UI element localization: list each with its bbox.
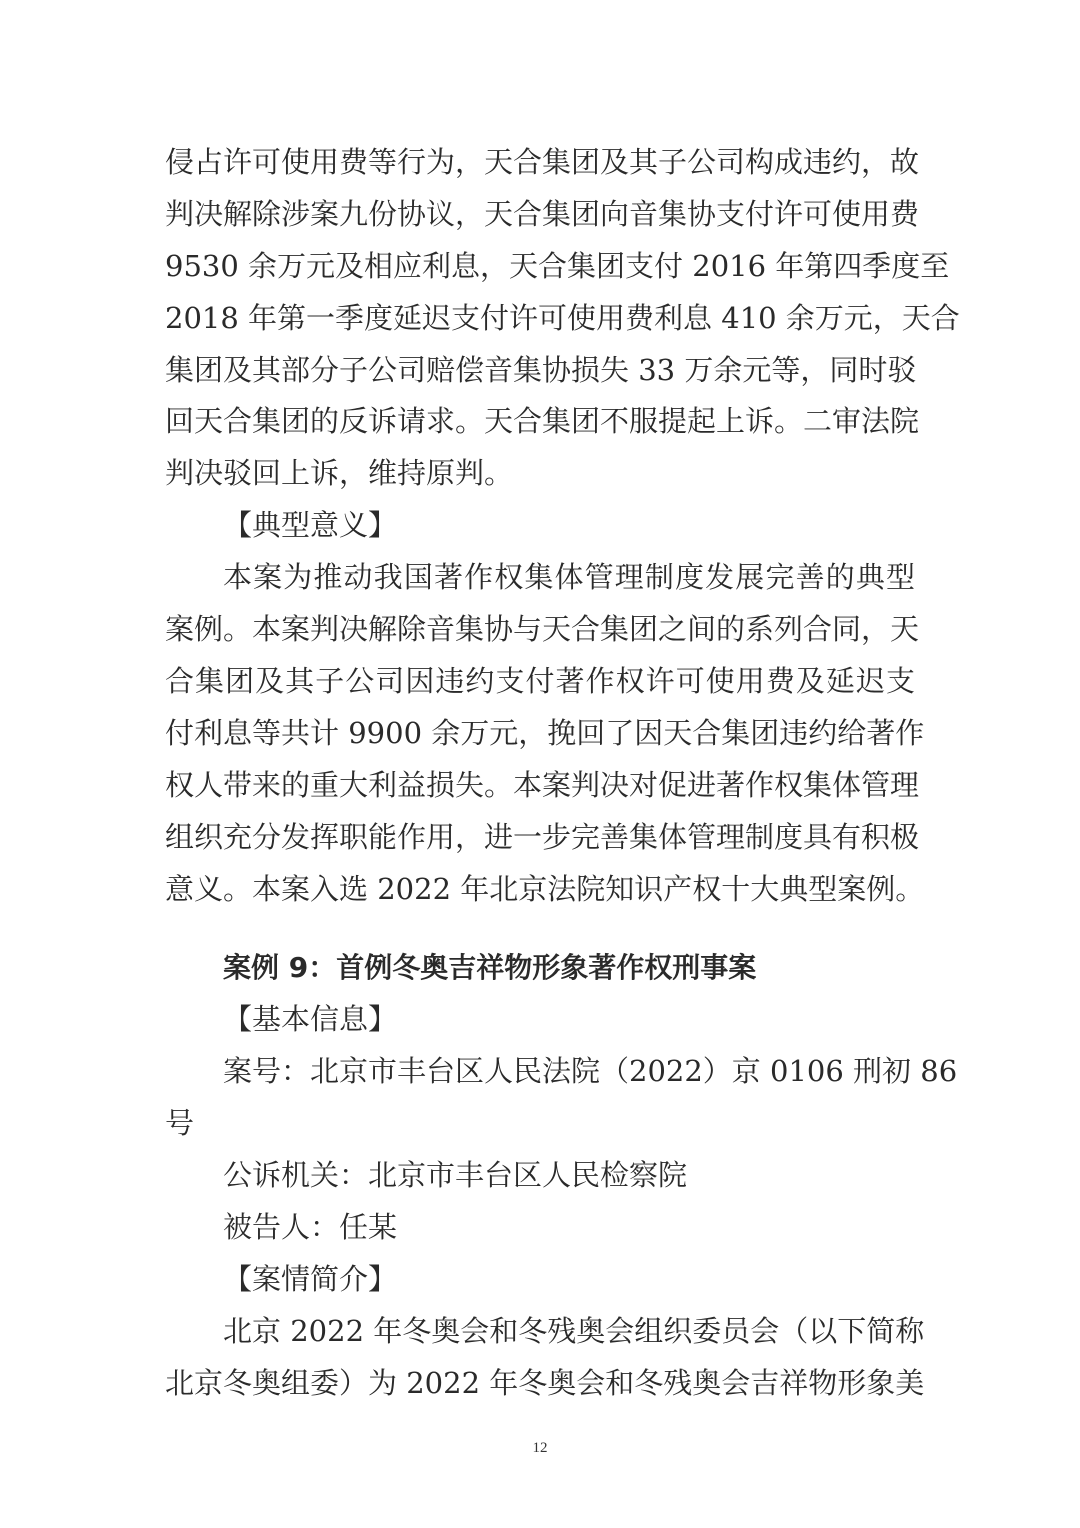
section-label-basic-info: 【基本信息】 bbox=[223, 1002, 398, 1036]
case-heading: 案例 9：首例冬奥吉祥物形象著作权刑事案 bbox=[223, 951, 757, 984]
paragraph-line: 9530 余万元及相应利息，天合集团支付 2016 年第四季度至 bbox=[165, 249, 950, 283]
paragraph-line: 判决驳回上诉，维持原判。 bbox=[165, 456, 514, 490]
section-label-case-summary: 【案情简介】 bbox=[223, 1262, 398, 1296]
paragraph-line: 判决解除涉案九份协议，天合集团向音集协支付许可使用费 bbox=[165, 197, 920, 231]
paragraph-line: 本案为推动我国著作权集体管理制度发展完善的典型 bbox=[223, 560, 915, 594]
defendant-line: 被告人：任某 bbox=[223, 1210, 398, 1244]
paragraph-line: 2018 年第一季度延迟支付许可使用费利息 410 余万元，天合 bbox=[165, 301, 960, 335]
paragraph-line: 组织充分发挥职能作用，进一步完善集体管理制度具有积极 bbox=[165, 820, 920, 854]
section-label-typical-significance: 【典型意义】 bbox=[223, 508, 398, 542]
paragraph-line: 回天合集团的反诉请求。天合集团不服提起上诉。二审法院 bbox=[165, 404, 920, 438]
case-number-line: 号 bbox=[165, 1106, 195, 1140]
paragraph-line: 北京 2022 年冬奥会和冬残奥会组织委员会（以下简称 bbox=[223, 1314, 925, 1348]
paragraph-line: 意义。本案入选 2022 年北京法院知识产权十大典型案例。 bbox=[165, 872, 925, 906]
paragraph-line: 付利息等共计 9900 余万元，挽回了因天合集团违约给著作 bbox=[165, 716, 925, 750]
paragraph-line: 合集团及其子公司因违约支付著作权许可使用费及延迟支 bbox=[165, 664, 915, 698]
paragraph-line: 案例。本案判决解除音集协与天合集团之间的系列合同，天 bbox=[165, 612, 920, 646]
paragraph-line: 北京冬奥组委）为 2022 年冬奥会和冬残奥会吉祥物形象美 bbox=[165, 1366, 925, 1400]
case-number-line: 案号：北京市丰台区人民法院（2022）京 0106 刑初 86 bbox=[223, 1054, 958, 1088]
paragraph-line: 侵占许可使用费等行为，天合集团及其子公司构成违约，故 bbox=[165, 145, 920, 179]
page-number: 12 bbox=[532, 1440, 548, 1456]
paragraph-line: 权人带来的重大利益损失。本案判决对促进著作权集体管理 bbox=[165, 768, 920, 802]
prosecutor-line: 公诉机关：北京市丰台区人民检察院 bbox=[223, 1158, 688, 1192]
paragraph-line: 集团及其部分子公司赔偿音集协损失 33 万余元等，同时驳 bbox=[165, 353, 917, 387]
